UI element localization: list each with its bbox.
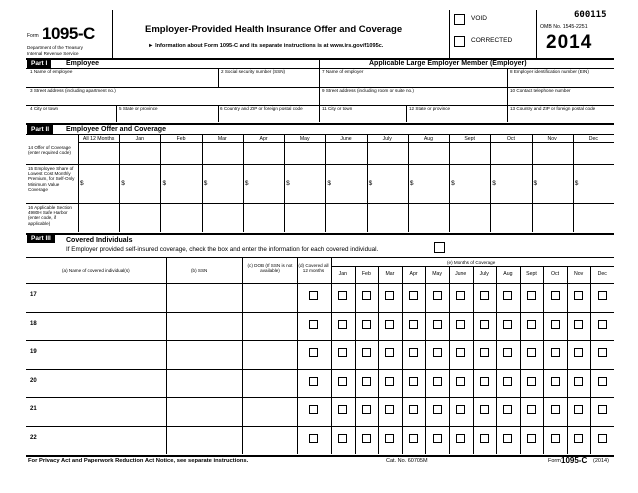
void-label: VOID: [471, 15, 487, 22]
row16-cell-6[interactable]: [326, 204, 365, 231]
month-checkbox-nov[interactable]: [574, 291, 583, 300]
dollar-sign: $: [286, 180, 290, 187]
dollar-sign: $: [451, 180, 455, 187]
month-checkbox-nov[interactable]: [574, 377, 583, 386]
dollar-sign: $: [162, 180, 167, 187]
dollar-sign: $: [80, 180, 84, 187]
coverage-month-sept: Sept: [526, 271, 537, 277]
form-code: 600115: [574, 10, 607, 20]
row14-label: 14 Offer of Coverage (enter required code): [28, 145, 71, 156]
ssn-field[interactable]: [219, 69, 318, 86]
month-checkbox-apr[interactable]: [409, 291, 418, 300]
month-header-2: Feb: [176, 136, 186, 142]
month-checkbox-apr[interactable]: [409, 405, 418, 414]
month-header-5: May: [299, 136, 310, 142]
footer-form-number: 1095-C: [561, 456, 588, 465]
row16-cell-2[interactable]: [161, 204, 200, 231]
month-checkbox-mar[interactable]: [385, 377, 394, 386]
coverage-month-may: May: [432, 271, 443, 277]
dollar-sign: $: [327, 180, 331, 187]
part3-header-rule: [26, 257, 614, 258]
month-checkbox-feb[interactable]: [362, 434, 371, 443]
row-rule: [26, 340, 614, 341]
row16-cell-9[interactable]: [450, 204, 489, 231]
dollar-sign: $: [492, 180, 496, 187]
month-checkbox-june[interactable]: [456, 405, 465, 414]
month-checkbox-dec[interactable]: [598, 320, 607, 329]
all-12-months-checkbox[interactable]: [309, 291, 318, 300]
employer-street-field[interactable]: [320, 88, 506, 104]
month-checkbox-nov[interactable]: [574, 348, 583, 357]
month-checkbox-may[interactable]: [433, 405, 442, 414]
month-checkbox-may[interactable]: [433, 434, 442, 443]
field-13-label: 13 Country and ZIP or foreign postal code: [510, 106, 596, 111]
col-divider: [331, 257, 332, 454]
row14-cell-all[interactable]: [79, 143, 118, 163]
employer-name-field[interactable]: [320, 69, 506, 86]
field-2-label: 2 Social security number (SSN): [221, 69, 286, 74]
covered-name-field[interactable]: [40, 399, 164, 424]
month-checkbox-june[interactable]: [456, 291, 465, 300]
field-12-label: 12 State or province: [409, 106, 451, 111]
col-e-header: (e) Months of Coverage: [447, 260, 496, 265]
row15-cell-8[interactable]: [409, 165, 448, 202]
all-12-months-checkbox[interactable]: [309, 434, 318, 443]
row16-cell-5[interactable]: [285, 204, 324, 231]
month-checkbox-jan[interactable]: [338, 377, 347, 386]
dollar-sign: $: [574, 180, 579, 187]
month-checkbox-jan[interactable]: [338, 348, 347, 357]
part3-title: Covered Individuals: [66, 237, 133, 244]
corrected-checkbox[interactable]: [454, 36, 465, 47]
row-rule: [26, 397, 614, 398]
month-checkbox-apr[interactable]: [409, 348, 418, 357]
coverage-month-nov: Nov: [574, 271, 584, 277]
department: Department of the Treasury: [27, 45, 83, 50]
covered-name-field[interactable]: [40, 371, 164, 396]
row15-cell-5[interactable]: [285, 165, 324, 202]
month-checkbox-jan[interactable]: [338, 405, 347, 414]
row14-cell-7[interactable]: [368, 143, 407, 163]
row14-cell-11[interactable]: [533, 143, 572, 163]
month-checkbox-july[interactable]: [480, 291, 489, 300]
coverage-month-aug: Aug: [503, 271, 513, 277]
covered-ssn-field[interactable]: [168, 428, 240, 453]
part3-top-rule: [26, 233, 614, 235]
month-header-8: Aug: [423, 136, 434, 142]
row15-cell-6[interactable]: [326, 165, 365, 202]
field-5-label: 5 State or province: [119, 106, 158, 111]
month-checkbox-mar[interactable]: [385, 291, 394, 300]
covered-name-field[interactable]: [40, 314, 164, 339]
month-header-12: Dec: [588, 136, 598, 142]
part1-title: Employee: [66, 60, 100, 67]
covered-dob-field[interactable]: [244, 342, 295, 367]
month-header-6: June: [340, 136, 352, 142]
month-header-9: Sept: [464, 136, 475, 142]
field-8-label: 8 Employer identification number (EIN): [510, 69, 589, 74]
self-insured-checkbox[interactable]: [434, 242, 445, 253]
name-of-employee-field[interactable]: [27, 69, 217, 86]
month-checkbox-july[interactable]: [480, 377, 489, 386]
month-header-10: Oct: [506, 136, 515, 142]
row15-cell-12[interactable]: [574, 165, 613, 202]
row14-cell-6[interactable]: [326, 143, 365, 163]
employer-zip-field[interactable]: [508, 106, 614, 121]
field-3-label: 3 Street address (including apartment no.): [30, 88, 116, 93]
month-checkbox-feb[interactable]: [362, 377, 371, 386]
month-checkbox-jan[interactable]: [338, 320, 347, 329]
coverage-month-dec: Dec: [597, 271, 607, 277]
dollar-sign: $: [244, 180, 249, 187]
row-rule: [26, 312, 614, 313]
covered-ssn-field[interactable]: [168, 399, 240, 424]
month-checkbox-aug[interactable]: [503, 377, 512, 386]
month-checkbox-oct[interactable]: [551, 434, 560, 443]
part3-instruction: If Employer provided self-insured coverage, check the box and enter the information for each covered individual.: [66, 246, 379, 253]
row-rule: [26, 369, 614, 370]
all-12-months-checkbox[interactable]: [309, 377, 318, 386]
form-number: 1095-C: [42, 24, 95, 43]
month-checkbox-aug[interactable]: [503, 320, 512, 329]
covered-dob-field[interactable]: [244, 399, 295, 424]
ein-field[interactable]: [508, 69, 614, 86]
month-checkbox-may[interactable]: [433, 320, 442, 329]
month-checkbox-mar[interactable]: [385, 320, 394, 329]
month-checkbox-jan[interactable]: [338, 291, 347, 300]
dollar-sign: $: [203, 180, 208, 187]
month-checkbox-aug[interactable]: [503, 291, 512, 300]
employee-street-field[interactable]: [27, 88, 318, 104]
employer-state-field[interactable]: [407, 106, 506, 121]
employee-state-field[interactable]: [117, 106, 217, 121]
month-checkbox-mar[interactable]: [385, 434, 394, 443]
month-checkbox-sept[interactable]: [527, 377, 536, 386]
privacy-notice: For Privacy Act and Paperwork Reduction Act Notice, see separate instructions.: [28, 458, 249, 464]
dollar-sign: $: [533, 180, 538, 187]
month-checkbox-july[interactable]: [480, 320, 489, 329]
contact-phone-field[interactable]: [508, 88, 614, 104]
col-a-header: (a) Name of covered individual(s): [62, 268, 130, 273]
row15-cell-3[interactable]: [203, 165, 242, 202]
coverage-month-apr: Apr: [409, 271, 418, 277]
month-checkbox-dec[interactable]: [598, 291, 607, 300]
col-b-header: (b) SSN: [191, 268, 208, 273]
month-checkbox-aug[interactable]: [503, 405, 512, 414]
row15-cell-4[interactable]: [244, 165, 283, 202]
cat-number: Cat. No. 60705M: [386, 458, 428, 464]
covered-ssn-field[interactable]: [168, 314, 240, 339]
row15-cell-1[interactable]: [120, 165, 159, 202]
month-checkbox-may[interactable]: [433, 291, 442, 300]
part2-badge: Part II: [27, 125, 53, 134]
month-checkbox-feb[interactable]: [362, 405, 371, 414]
row-number: 17: [30, 292, 37, 298]
row-number: 22: [30, 434, 37, 441]
employee-city-field[interactable]: [27, 106, 115, 121]
covered-ssn-field[interactable]: [168, 371, 240, 396]
part1-badge: Part I: [27, 59, 51, 68]
month-checkbox-oct[interactable]: [551, 320, 560, 329]
month-checkbox-june[interactable]: [456, 348, 465, 357]
coverage-month-feb: Feb: [361, 271, 371, 277]
month-header-11: Nov: [547, 136, 557, 142]
field-6-label: 6 Country and ZIP or foreign postal code: [220, 106, 303, 111]
month-checkbox-oct[interactable]: [551, 377, 560, 386]
field-4-label: 4 City or town: [30, 106, 59, 111]
footer-form-year: (2014): [593, 458, 609, 464]
month-header-3: Mar: [217, 136, 227, 142]
row15-cell-11[interactable]: [533, 165, 572, 202]
footer-rule: [26, 455, 614, 457]
month-checkbox-dec[interactable]: [598, 405, 607, 414]
covered-dob-field[interactable]: [244, 371, 295, 396]
covered-dob-field[interactable]: [244, 285, 295, 310]
employee-zip-field[interactable]: [219, 106, 318, 121]
month-header-4: Apr: [259, 136, 268, 142]
coverage-month-jan: Jan: [338, 271, 347, 277]
col-divider: [242, 257, 243, 454]
irs: Internal Revenue Service: [27, 51, 79, 56]
part3-badge: Part III: [27, 234, 55, 243]
row15-cell-10[interactable]: [491, 165, 530, 202]
month-checkbox-dec[interactable]: [598, 348, 607, 357]
row14-cell-4[interactable]: [244, 143, 283, 163]
dollar-sign: $: [368, 180, 373, 187]
month-checkbox-oct[interactable]: [551, 348, 560, 357]
covered-ssn-field[interactable]: [168, 342, 240, 367]
header-divider-left: [112, 10, 113, 58]
coverage-month-mar: Mar: [385, 271, 395, 277]
form-word: Form: [27, 33, 39, 39]
covered-dob-field[interactable]: [244, 428, 295, 453]
month-checkbox-aug[interactable]: [503, 348, 512, 357]
row16-cell-all[interactable]: [79, 204, 118, 231]
row16-cell-10[interactable]: [491, 204, 530, 231]
month-header-1: Jan: [135, 136, 145, 142]
footer-form-word: Form: [548, 458, 561, 464]
col-c-header: (c) DOB (If SSN is not available): [247, 263, 293, 274]
col-d-header: (d) Covered all 12 months: [298, 263, 329, 274]
part3-column-rule: [26, 283, 614, 284]
row-number: 20: [30, 377, 37, 384]
field-9-label: 9 Street address (including room or suite no.): [322, 88, 414, 93]
row14-cell-1[interactable]: [120, 143, 159, 163]
row16-cell-12[interactable]: [574, 204, 613, 231]
coverage-month-oct: Oct: [551, 271, 560, 277]
row14-cell-10[interactable]: [491, 143, 530, 163]
col-divider: [297, 257, 298, 454]
month-checkbox-mar[interactable]: [385, 405, 394, 414]
month-checkbox-aug[interactable]: [503, 434, 512, 443]
month-checkbox-nov[interactable]: [574, 320, 583, 329]
covered-dob-field[interactable]: [244, 314, 295, 339]
covered-ssn-field[interactable]: [168, 285, 240, 310]
month-header-all: All 12 Months: [82, 136, 115, 142]
row16-cell-8[interactable]: [409, 204, 448, 231]
row14-cell-9[interactable]: [450, 143, 489, 163]
row15-cell-2[interactable]: [161, 165, 200, 202]
all-12-months-checkbox[interactable]: [309, 348, 318, 357]
month-header-7: July: [382, 136, 392, 142]
covered-name-field[interactable]: [40, 428, 164, 453]
month-checkbox-apr[interactable]: [409, 320, 418, 329]
month-checkbox-sept[interactable]: [527, 348, 536, 357]
void-checkbox[interactable]: [454, 14, 465, 25]
month-checkbox-oct[interactable]: [551, 291, 560, 300]
row14-cell-3[interactable]: [203, 143, 242, 163]
header-divider-omb: [536, 10, 537, 58]
row16-cell-4[interactable]: [244, 204, 283, 231]
month-checkbox-june[interactable]: [456, 377, 465, 386]
row16-cell-7[interactable]: [368, 204, 407, 231]
month-checkbox-sept[interactable]: [527, 291, 536, 300]
month-checkbox-may[interactable]: [433, 377, 442, 386]
month-checkbox-june[interactable]: [456, 434, 465, 443]
all-12-months-checkbox[interactable]: [309, 405, 318, 414]
row15-cell-9[interactable]: [450, 165, 489, 202]
month-checkbox-july[interactable]: [480, 348, 489, 357]
month-checkbox-oct[interactable]: [551, 405, 560, 414]
month-checkbox-july[interactable]: [480, 405, 489, 414]
coverage-month-june: June: [455, 271, 467, 277]
month-checkbox-nov[interactable]: [574, 405, 583, 414]
corrected-label: CORRECTED: [471, 37, 513, 44]
row14-cell-12[interactable]: [574, 143, 613, 163]
field-7-label: 7 Name of employer: [322, 69, 364, 74]
dollar-sign: $: [409, 180, 414, 187]
omb-number: OMB No. 1545-2251: [540, 24, 588, 30]
col-divider: [166, 257, 167, 454]
covered-name-field[interactable]: [40, 285, 164, 310]
row15-label: 15 Employee Share of Lowest Cost Monthly Premium, for Self-Only Minimum Value Coverage: [28, 166, 75, 192]
row16-cell-3[interactable]: [203, 204, 242, 231]
month-checkbox-dec[interactable]: [598, 377, 607, 386]
field-11-label: 11 City or town: [322, 106, 353, 111]
field-1-label: 1 Name of employee: [30, 69, 73, 74]
row14-cell-8[interactable]: [409, 143, 448, 163]
row16-cell-1[interactable]: [120, 204, 159, 231]
month-checkbox-dec[interactable]: [598, 434, 607, 443]
month-checkbox-mar[interactable]: [385, 348, 394, 357]
row14-cell-5[interactable]: [285, 143, 324, 163]
header-divider-right: [449, 10, 450, 58]
row15-cell-7[interactable]: [368, 165, 407, 202]
coverage-month-july: July: [479, 271, 489, 277]
field-10-label: 10 Contact telephone number: [510, 88, 571, 93]
row-rule: [26, 426, 614, 427]
covered-name-field[interactable]: [40, 342, 164, 367]
all-12-months-checkbox[interactable]: [309, 320, 318, 329]
month-checkbox-feb[interactable]: [362, 348, 371, 357]
part2-header-rule: [26, 134, 614, 135]
month-checkbox-apr[interactable]: [409, 434, 418, 443]
row14-cell-2[interactable]: [161, 143, 200, 163]
form-title: Employer-Provided Health Insurance Offer and Coverage: [145, 24, 403, 35]
month-checkbox-sept[interactable]: [527, 405, 536, 414]
month-checkbox-may[interactable]: [433, 348, 442, 357]
month-checkbox-sept[interactable]: [527, 320, 536, 329]
row16-label: 16 Applicable Section 4980H Safe Harbor (enter code, if applicable): [28, 205, 72, 226]
tax-year: 2014: [546, 32, 593, 53]
month-checkbox-sept[interactable]: [527, 434, 536, 443]
form-info: ► Information about Form 1095-C and its separate instructions is at www.irs.gov/f1095c.: [148, 43, 384, 49]
employer-city-field[interactable]: [320, 106, 405, 121]
part2-title: Employee Offer and Coverage: [66, 126, 166, 133]
month-checkbox-nov[interactable]: [574, 434, 583, 443]
row15-cell-all[interactable]: [79, 165, 118, 202]
month-checkbox-apr[interactable]: [409, 377, 418, 386]
row16-cell-11[interactable]: [533, 204, 572, 231]
dollar-sign: $: [121, 180, 125, 187]
row-number: 18: [30, 320, 37, 327]
part1-employer-title: Applicable Large Employer Member (Employer): [369, 60, 527, 67]
month-checkbox-feb[interactable]: [362, 320, 371, 329]
row-number: 21: [30, 406, 37, 412]
month-checkbox-june[interactable]: [456, 320, 465, 329]
month-checkbox-feb[interactable]: [362, 291, 371, 300]
row-number: 19: [30, 349, 37, 355]
month-checkbox-july[interactable]: [480, 434, 489, 443]
month-checkbox-jan[interactable]: [338, 434, 347, 443]
